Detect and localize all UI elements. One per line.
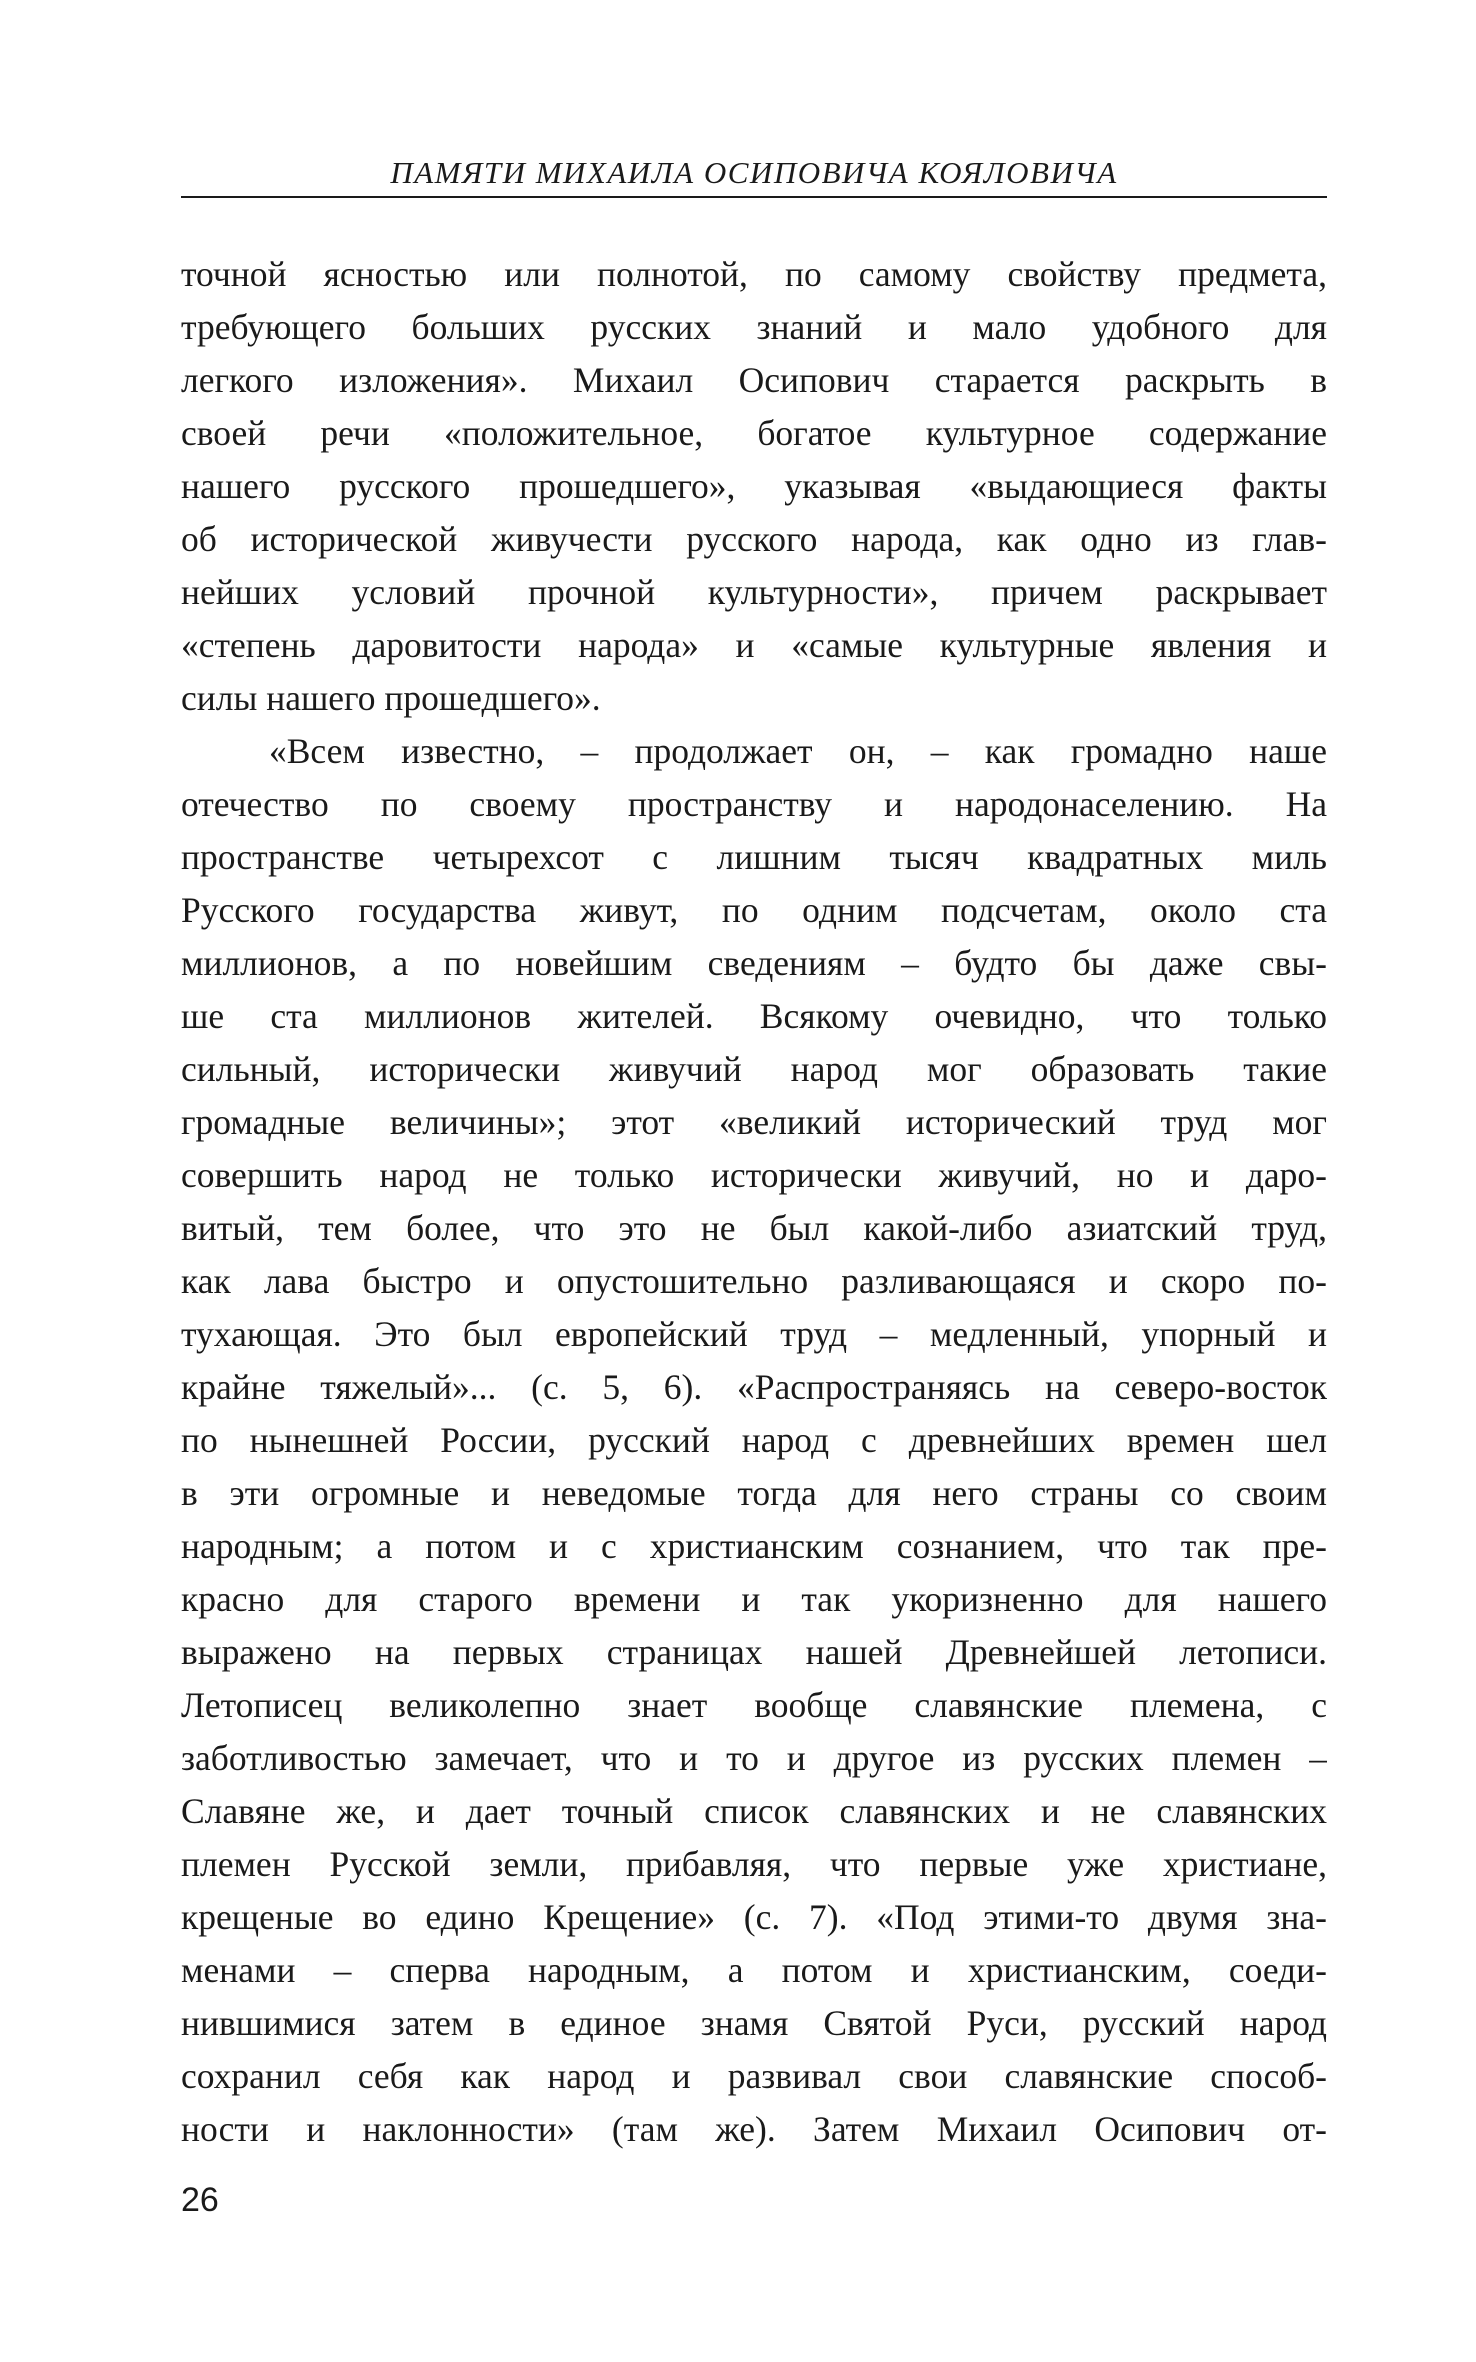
text-line: в эти огромные и неведомые тогда для него страны со своим	[181, 1473, 1327, 1513]
text-line: пространстве четырехсот с лишним тысяч квадратных миль	[181, 837, 1327, 877]
text-line: своей речи «положительное, богатое культурное содержание	[181, 413, 1327, 453]
text-line: сильный, исторически живучий народ мог образовать такие	[181, 1049, 1327, 1089]
text-line: громадные величины»; этот «великий исторический труд мог	[181, 1102, 1327, 1142]
text-line: миллионов, а по новейшим сведениям – будто бы даже свы-	[181, 943, 1327, 983]
text-line: «степень даровитости народа» и «самые культурные явления и	[181, 625, 1327, 665]
text-line: крещеные во едино Крещение» (с. 7). «Под этими-то двумя зна-	[181, 1897, 1327, 1937]
text-line: крайне тяжелый»... (с. 5, 6). «Распространяясь на северо-восток	[181, 1367, 1327, 1407]
text-line: племен Русской земли, прибавляя, что первые уже христиане,	[181, 1844, 1327, 1884]
text-line: ше ста миллионов жителей. Всякому очевидно, что только	[181, 996, 1327, 1036]
text-line: совершить народ не только исторически живучий, но и даро-	[181, 1155, 1327, 1195]
text-line: силы нашего прошедшего».	[181, 678, 601, 718]
text-line: Славяне же, и дает точный список славянских и не славянских	[181, 1791, 1327, 1831]
text-line: выражено на первых страницах нашей Древнейшей летописи.	[181, 1632, 1327, 1672]
text-line: Летописец великолепно знает вообще славянские племена, с	[181, 1685, 1327, 1725]
text-line: нившимися затем в единое знамя Святой Руси, русский народ	[181, 2003, 1327, 2043]
text-line: народным; а потом и с христианским сознанием, что так пре-	[181, 1526, 1327, 1566]
text-line: отечество по своему пространству и народонаселению. На	[181, 784, 1327, 824]
text-line: требующего больших русских знаний и мало удобного для	[181, 307, 1327, 347]
header-rule	[181, 196, 1327, 198]
running-title: ПАМЯТИ МИХАИЛА ОСИПОВИЧА КОЯЛОВИЧА	[390, 155, 1118, 190]
text-line: менами – сперва народным, а потом и христианским, соеди-	[181, 1950, 1327, 1990]
text-line: нейших условий прочной культурности», причем раскрывает	[181, 572, 1327, 612]
text-line: витый, тем более, что это не был какой-либо азиатский труд,	[181, 1208, 1327, 1248]
text-line: сохранил себя как народ и развивал свои славянские способ-	[181, 2056, 1327, 2096]
text-line: легкого изложения». Михаил Осипович старается раскрыть в	[181, 360, 1327, 400]
text-line: нашего русского прошедшего», указывая «выдающиеся факты	[181, 466, 1327, 506]
text-line: тухающая. Это был европейский труд – медленный, упорный и	[181, 1314, 1327, 1354]
text-line: точной ясностью или полнотой, по самому свойству предмета,	[181, 254, 1327, 294]
text-line: заботливостью замечает, что и то и другое из русских племен –	[181, 1738, 1327, 1778]
text-line: по нынешней России, русский народ с древнейших времен шел	[181, 1420, 1327, 1460]
text-line: ности и наклонности» (там же). Затем Михаил Осипович от-	[181, 2109, 1327, 2149]
text-line: Русского государства живут, по одним подсчетам, около ста	[181, 890, 1327, 930]
body-text	[181, 248, 1327, 2156]
text-line: как лава быстро и опустошительно разливающаяся и скоро по-	[181, 1261, 1327, 1301]
page-number: 26	[181, 2181, 219, 2219]
text-line: об исторической живучести русского народа, как одно из глав-	[181, 519, 1327, 559]
paragraph-start-line: «Всем известно, – продолжает он, – как громадно наше	[269, 731, 1327, 771]
text-line: красно для старого времени и так укоризненно для нашего	[181, 1579, 1327, 1619]
